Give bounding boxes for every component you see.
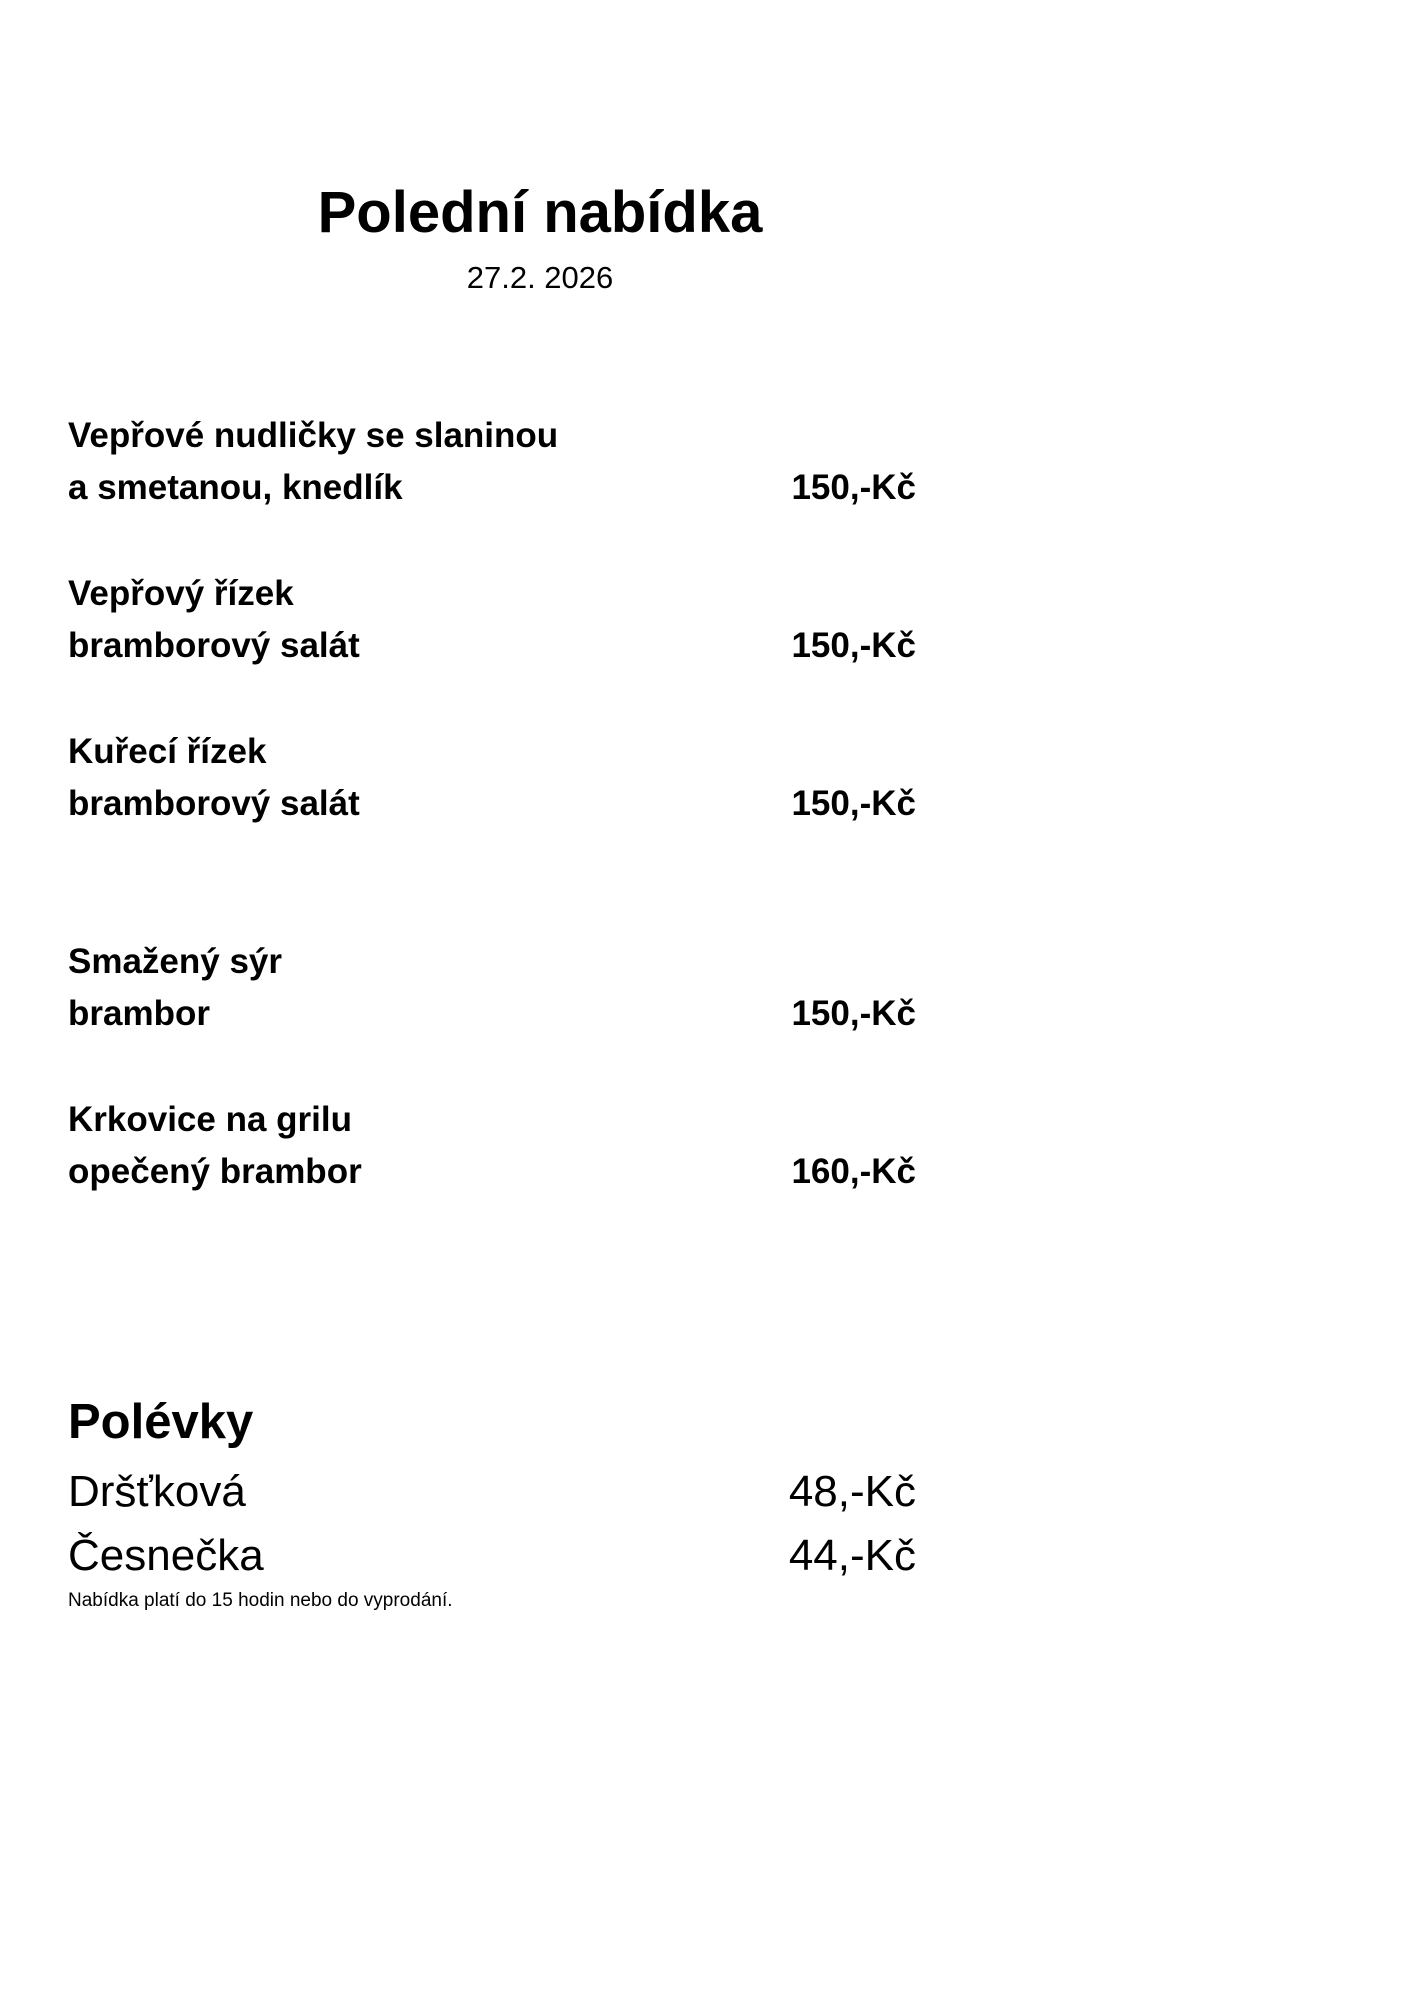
menu-item-name: Vepřové nudličky se slaninou <box>68 416 559 455</box>
menu-item <box>68 410 916 514</box>
menu-item-price: 150,-Kč <box>791 784 916 823</box>
soup-name: Dršťková <box>68 1467 246 1516</box>
soup-item <box>68 1460 916 1524</box>
menu-item-name: Smažený sýr <box>68 942 283 981</box>
soup-name: Česnečka <box>68 1531 264 1580</box>
soup-price: 48,-Kč <box>788 1467 916 1516</box>
menu-item <box>68 568 916 672</box>
soup-item <box>68 1524 916 1588</box>
availability-note: Nabídka platí do 15 hodin nebo do vyprodání. <box>68 1590 453 1611</box>
soup-price: 44,-Kč <box>788 1531 916 1580</box>
menu-item-price: 150,-Kč <box>791 468 916 507</box>
page-title: Polední nabídka <box>317 180 763 245</box>
menu-item-side: brambor <box>68 994 210 1033</box>
menu-item-name: Vepřový řízek <box>68 574 294 613</box>
menu-item-price: 150,-Kč <box>791 626 916 665</box>
menu-item-side: a smetanou, knedlík <box>68 468 403 507</box>
menu-item-name: Krkovice na grilu <box>68 1100 352 1139</box>
menu-item-side: opečený brambor <box>68 1152 362 1191</box>
menu-item-name: Kuřecí řízek <box>68 732 267 771</box>
menu-item-price: 150,-Kč <box>791 994 916 1033</box>
menu-item <box>68 726 916 830</box>
menu-date: 27.2. 2026 <box>466 260 614 295</box>
menu-item <box>68 936 916 1040</box>
menu-item <box>68 1094 916 1198</box>
menu-item-price: 160,-Kč <box>791 1152 916 1191</box>
menu-item-side: bramborový salát <box>68 626 360 665</box>
soups-heading: Polévky <box>68 1395 254 1449</box>
menu-item-side: bramborový salát <box>68 784 360 823</box>
